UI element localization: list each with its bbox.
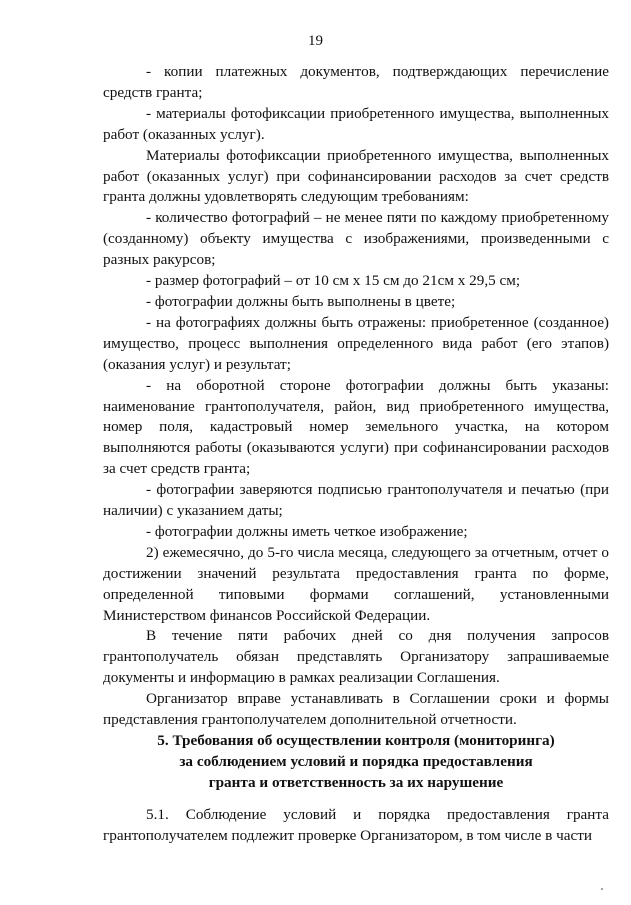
paragraph-photo-requirements-intro: Материалы фотофиксации приобретенного имущества, выполненных работ (оказанных услуг) при софинансировании расходов за счет средств гранта должны удовлетворять следующим требованиям: — [103, 146, 609, 206]
paragraph-photo-count: - количество фотографий – не менее пяти по каждому приобретенному (созданному) объекту имущества с изображениями, произведенными с разных ракурсов; — [103, 209, 609, 269]
paragraph-photo-clarity: - фотографии должны иметь четкое изображение; — [146, 522, 468, 540]
paragraph-additional-reporting: Организатор вправе устанавливать в Соглашении сроки и формы представления грантополучателем дополнительной отчетности. — [103, 690, 609, 729]
section-body — [103, 804, 609, 846]
scan-dot — [601, 888, 603, 890]
paragraph-photo-size: - размер фотографий – от 10 см х 15 см до 21см х 29,5 см; — [146, 272, 521, 290]
paragraph-photo-content: - на фотографиях должны быть отражены: приобретенное (созданное) имущество, процесс выполнения определенного вида работ (его этапов) (оказания услуг) и результат; — [103, 313, 609, 373]
paragraph-requests: В течение пяти рабочих дней со дня получения запросов грантополучатель обязан представлять Организатору запрашиваемые документы и информацию в рамках реализации Соглашения. — [103, 627, 609, 687]
paragraph-photo-materials: - материалы фотофиксации приобретенного имущества, выполненных работ (оказанных услуг). — [103, 104, 609, 143]
section-heading-line: за соблюдением условий и порядка предоставления — [179, 753, 533, 770]
paragraph-photo-signature: - фотографии заверяются подписью грантополучателя и печатью (при наличии) с указанием даты; — [103, 481, 609, 520]
paragraph-payment-documents: - копии платежных документов, подтверждающих перечисление средств гранта; — [103, 63, 609, 101]
paragraph-section-5-1: 5.1. Соблюдение условий и порядка предоставления гранта грантополучателем подлежит проверке Организатором, в том числе в части — [103, 806, 609, 844]
paragraph-photo-reverse-side: - на оборотной стороне фотографии должны быть указаны: наименование грантополучателя, район, вид приобретенного имущества, номер поля, кадастровый номер земельного участка, на котором выполняются работы (оказываются услуги) при софинансировании расходов за счет средств гранта; — [103, 376, 609, 478]
body-text — [103, 62, 609, 731]
section-heading — [103, 730, 609, 793]
section-heading-line: 5. Требования об осуществлении контроля (мониторинга) — [157, 732, 555, 749]
page-number: 19 — [308, 33, 323, 49]
paragraph-photo-color: - фотографии должны быть выполнены в цвете; — [146, 292, 456, 310]
section-heading-line: гранта и ответственность за их нарушение — [208, 774, 504, 791]
paragraph-monthly-report: 2) ежемесячно, до 5-го числа месяца, следующего за отчетным, отчет о достижении значений результата предоставления гранта по форме, определенной типовыми формами соглашений, установленными Министерством финансов Российской Федерации. — [103, 543, 609, 624]
